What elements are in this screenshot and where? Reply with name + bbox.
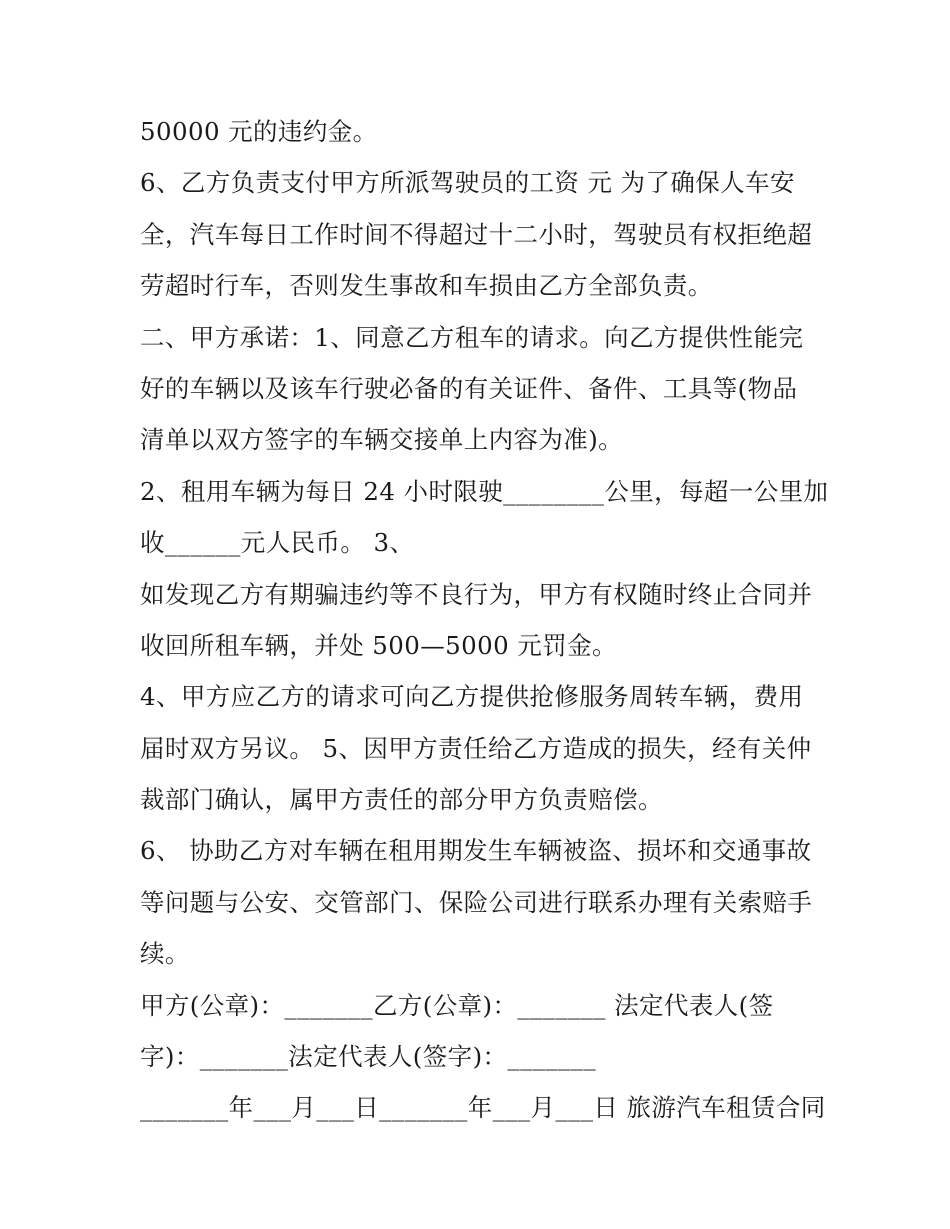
text-line: 6、 协助乙方对车辆在租用期发生车辆被盗、损坏和交通事故 xyxy=(140,836,812,866)
text-line: 等问题与公安、交管部门、保险公司进行联系办理有关索赔手 xyxy=(140,887,813,917)
text-line: 2、租用车辆为每日 24 小时限驶________公里，每超一公里加 xyxy=(140,476,829,506)
signature-line: 甲方(公章)：_______乙方(公章)：_______ 法定代表人(签 xyxy=(140,990,774,1020)
text-line: 续。 xyxy=(140,939,190,969)
text-line: 届时双方另议。 5、因甲方责任给乙方造成的损失，经有关仲 xyxy=(140,733,812,763)
text-line: 4、甲方应乙方的请求可向乙方提供抢修服务周转车辆，费用 xyxy=(140,682,804,712)
document-body xyxy=(140,106,829,1134)
text-line: 收______元人民币。 3、 xyxy=(140,528,415,558)
signature-line: 字)：_______法定代表人(签字)：_______ xyxy=(140,1042,596,1072)
text-line: 好的车辆以及该车行驶必备的有关证件、备件、工具等(物品 xyxy=(140,373,798,403)
text-line: 全，汽车每日工作时间不得超过十二小时，驾驶员有权拒绝超 xyxy=(140,219,813,249)
text-line: 清单以双方签字的车辆交接单上内容为准)。 xyxy=(140,425,624,455)
text-line: 50000 元的违约金。 xyxy=(140,117,378,146)
date-line: _______年___月___日_______年___月___日 旅游汽车租赁合同 xyxy=(140,1093,826,1123)
text-line: 收回所租车辆，并处 500—5000 元罚金。 xyxy=(140,630,617,660)
text-line: 二、甲方承诺：1、同意乙方租车的请求。向乙方提供性能完 xyxy=(140,322,804,352)
text-line: 劳超时行车，否则发生事故和车损由乙方全部负责。 xyxy=(140,271,713,301)
text-line: 6、乙方负责支付甲方所派驾驶员的工资 元 为了确保人车安 xyxy=(140,168,795,198)
text-line: 裁部门确认，属甲方责任的部分甲方负责赔偿。 xyxy=(140,785,663,815)
text-line: 如发现乙方有期骗违约等不良行为，甲方有权随时终止合同并 xyxy=(140,579,813,609)
